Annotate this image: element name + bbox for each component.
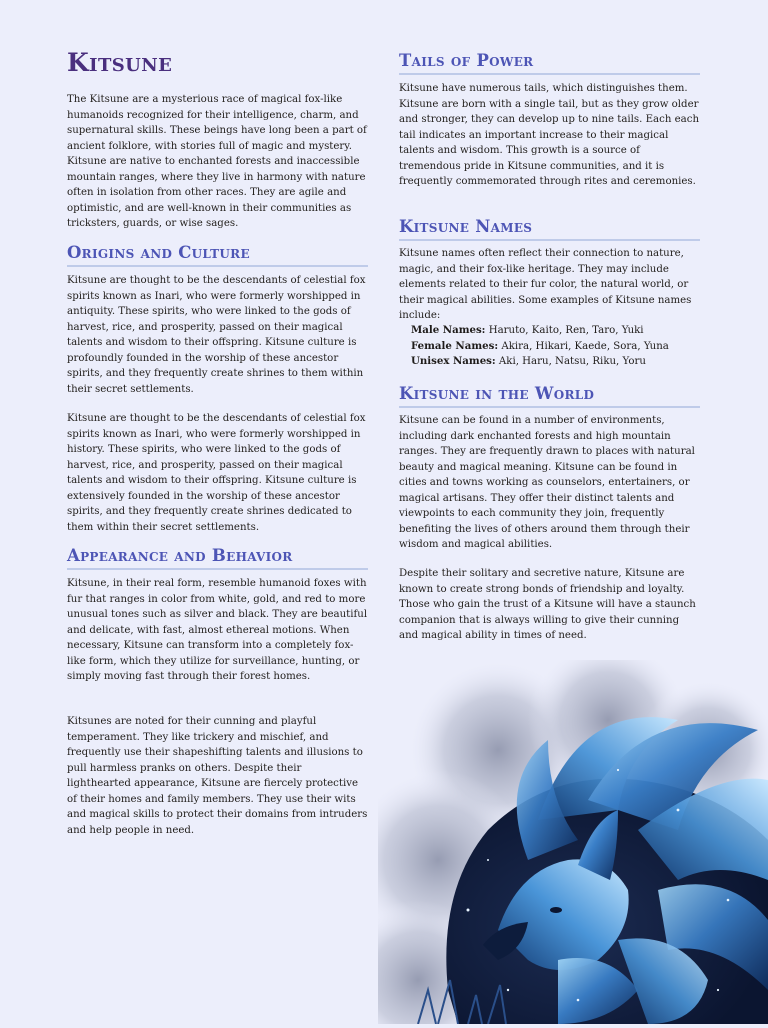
name-list [411, 323, 701, 370]
heading-tails: Tails of Power [399, 51, 700, 75]
heading-names: Kitsune Names [399, 217, 700, 241]
origins-paragraph-1: Kitsune are thought to be the descendants of celestial fox spirits known as Inari, who were formerly worshipped in antiquity. These spirits, who were linked to the gods of harvest, rice, and prosperity, passed on their magical talents and wisdom to their offspring. Kitsune culture is profoundly founded in the worship of these ancestor spirits, and they frequently create shrines to them within their secret settlements. [67, 275, 366, 395]
unisex-names-label: Unisex Names: [411, 355, 496, 367]
heading-appearance: Appearance and Behavior [67, 546, 368, 570]
origins-paragraph-2: Kitsune are thought to be the descendants of celestial fox spirits known as Inari, who were formerly worshipped in history. These spirits, who were linked to the gods of harvest, rice, and prosperity, passed on their magical talents and wisdom to their offspring. Kitsune culture is extensively founded in the worship of these ancestor spirits, and they frequently create shrines dedicated to them within their secret settlements. [67, 413, 366, 533]
male-names: Haruto, Kaito, Ren, Taro, Yuki [485, 325, 644, 336]
appearance-paragraph-2: Kitsunes are noted for their cunning and playful temperament. They like trickery and mischief, and frequently use their shapeshifting talents and illusions to pull harmless pranks on others. Despite their lighthearted appearance, Kitsune are fiercely protective of their homes and family members. They use their wits and magical skills to protect their domains from intruders and help people in need. [67, 716, 368, 836]
female-names: Akira, Hikari, Kaede, Sora, Yuna [498, 340, 669, 352]
appearance-paragraph-1: Kitsune, in their real form, resemble humanoid foxes with fur that ranges in color from white, gold, and red to more unusual tones such as silver and black. They are beautiful and delicate, with fast, almost ethereal motions. When necessary, Kitsune can transform into a completely fox-like form, which they utilize for surveillance, hunting, or simply moving fast through their forest homes. [67, 578, 368, 682]
male-names-label: Male Names: [411, 324, 486, 336]
fox-art-icon [378, 660, 768, 1024]
world-paragraph-1: Kitsune can be found in a number of environments, including dark enchanted forests and high mountain ranges. They are frequently drawn to places with natural beauty and magical meaning. Kitsune can be found in cities and towns working as counselors, entertainers, or magical artisans. They offer their distinct talents and viewpoints to each community they join, frequently benefiting the lives of others around them through their wisdom and magical abilities. [399, 415, 695, 550]
name-list-item-male [411, 323, 701, 339]
kitsune-illustration [378, 660, 768, 1024]
heading-origins: Origins and Culture [67, 243, 368, 267]
names-paragraph: Kitsune names often reflect their connection to nature, magic, and their fox-like heritage. They may include elements related to their fur color, the natural world, or their magical abilities. Some examples of Kitsune names include: [399, 248, 692, 321]
name-list-item-unisex [411, 354, 701, 370]
page-title: Kitsune [67, 48, 173, 77]
world-paragraph-2: Despite their solitary and secretive nature, Kitsune are known to create strong bonds of friendship and loyalty. Those who gain the trust of a Kitsune will have a staunch companion that is always willing to give their cunning and magical ability in times of need. [399, 568, 696, 641]
name-list-item-female [411, 339, 701, 355]
tails-paragraph: Kitsune have numerous tails, which distinguishes them. Kitsune are born with a single tail, but as they grow older and stronger, they can develop up to nine tails. Each each tail indicates an important increase to their magical talents and wisdom. This growth is a source of tremendous pride in Kitsune communities, and it is frequently commemorated through rites and ceremonies. [399, 83, 700, 187]
heading-world: Kitsune in the World [399, 384, 700, 408]
intro-paragraph: The Kitsune are a mysterious race of magical fox-like humanoids recognized for their intelligence, charm, and supernatural skills. These beings have long been a part of ancient folklore, with stories full of magic and mystery. Kitsune are native to enchanted forests and inaccessible mountain ranges, where they live in harmony with nature often in isolation from other races. They are agile and optimistic, and are well-known in their communities as tricksters, guards, or wise sages. [67, 94, 367, 229]
female-names-label: Female Names: [411, 339, 499, 352]
unisex-names: Aki, Haru, Natsu, Riku, Yoru [495, 356, 646, 367]
